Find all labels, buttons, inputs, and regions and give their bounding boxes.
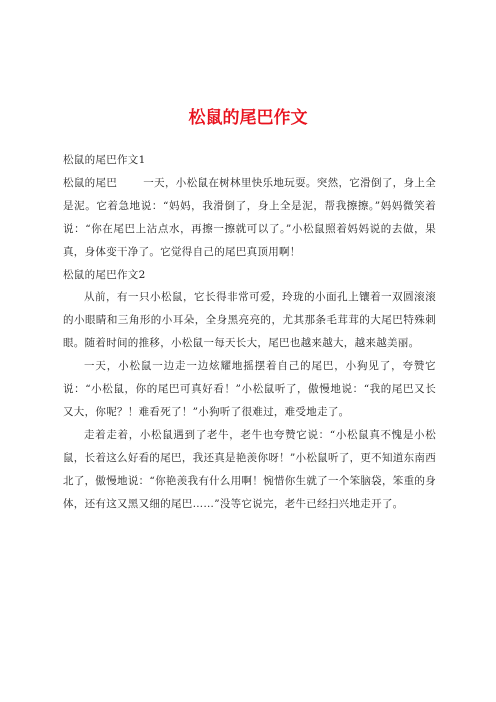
section-body: 一天，小松鼠在树林里快乐地玩耍。突然，它滑倒了，身上全是泥。它着急地说：“妈妈，我滑倒了，身上全是泥，帮我擦擦。”妈妈微笑着说：“你在尾巴上沾点水，再擦一擦就可以了。”小松鼠照着妈妈说的去做，果真，身体变干净了。它觉得自己的尾巴真顶用啊！ (63, 176, 436, 258)
paragraph: 走着走着，小松鼠遇到了老牛，老牛也夸赞它说：“小松鼠真不愧是小松鼠，长着这么好看的尾巴，我还真是艳羡你呀！”小松鼠听了，更不知道东南西北了，傲慢地说：“你艳羡我有什么用啊！惋惜你生就了一个笨脑袋，笨重的身体，还有这又黑又细的尾巴……”没等它说完，老牛已经扫兴地走开了。 (63, 428, 436, 510)
paragraph: 从前，有一只小松鼠，它长得非常可爱，玲珑的小面孔上镶着一双圆滚滚的小眼睛和三角形的小耳朵，全身黑亮亮的，尤其那条毛茸茸的大尾巴特殊刺眼。随着时间的推移，小松鼠一每天长大，尾巴也越来越大，越来越美丽。 (63, 291, 436, 350)
section-heading-2: 松鼠的尾巴作文2 (63, 268, 146, 281)
section-paragraph-1 (63, 172, 436, 264)
document-title: 松鼠的尾巴作文 (188, 108, 308, 128)
section-heading-1: 松鼠的尾巴作文1 (63, 154, 146, 166)
paragraph: 一天，小松鼠一边走一边炫耀地摇摆着自己的尾巴，小狗见了，夸赞它说：“小松鼠，你的尾巴可真好看！”小松鼠听了，傲慢地说：“我的尾巴又长又大，你呢？！难看死了！”小狗听了很难过，难受地走了。 (63, 360, 436, 418)
document-body (63, 149, 436, 516)
section-lead: 松鼠的尾巴 (63, 176, 118, 189)
